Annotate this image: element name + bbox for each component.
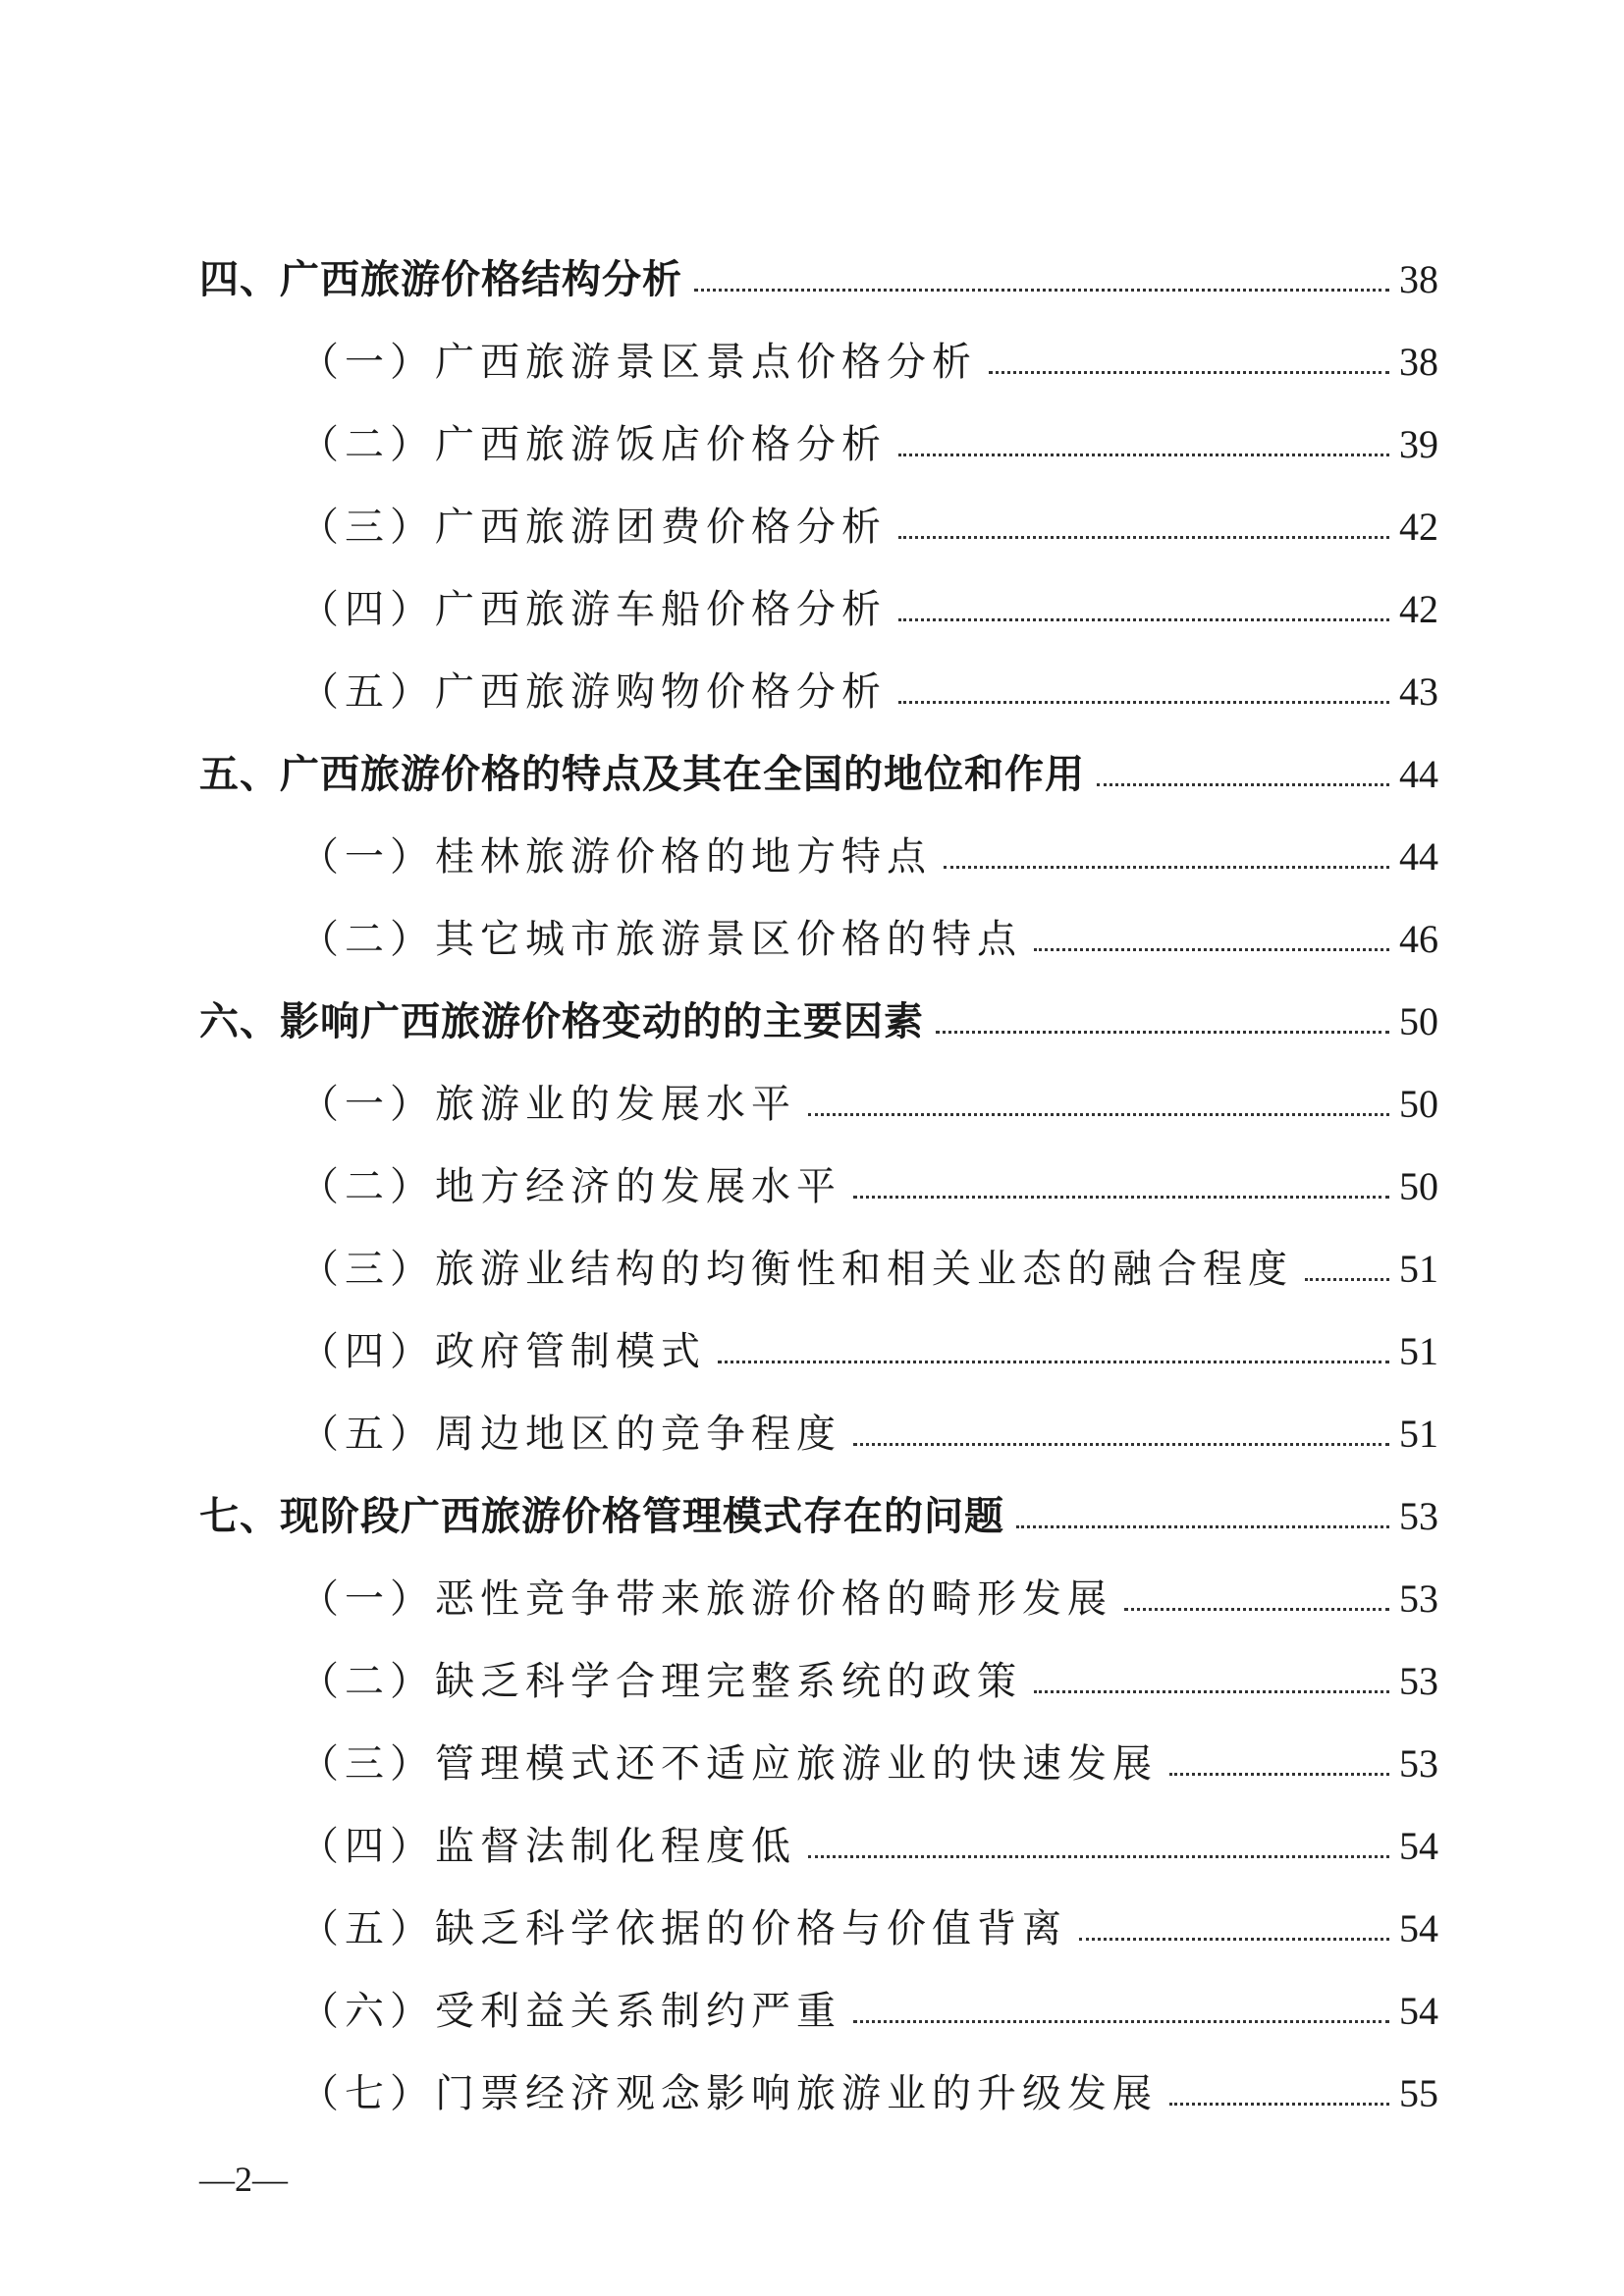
toc-entry-title: （四）监督法制化程度低 [299,1824,796,1869]
dot-leader [1169,2103,1389,2106]
toc-entry-title: （三）管理模式还不适应旅游业的快速发展 [299,1741,1158,1787]
toc-entry[interactable] [199,963,1438,1045]
dot-leader [808,1855,1389,1858]
dot-leader [1034,1690,1389,1693]
toc-entry-page: 50 [1399,1082,1438,1126]
toc-entry-page: 54 [1399,1989,1438,2033]
dot-leader [718,1361,1389,1363]
dot-leader [898,701,1389,704]
toc-entry-title: （三）广西旅游团费价格分析 [299,505,887,550]
toc-entry-title: （一）旅游业的发展水平 [299,1082,796,1127]
dot-leader [898,618,1389,621]
toc-entry-page: 51 [1399,1412,1438,1456]
toc-entry-title: （一）桂林旅游价格的地方特点 [299,834,932,880]
toc-entry-page: 53 [1399,1494,1438,1538]
toc-entry-page: 51 [1399,1329,1438,1373]
dot-leader [898,454,1389,456]
table-of-contents [199,221,1438,2117]
dot-leader [944,866,1389,869]
toc-entry[interactable] [199,881,1438,963]
toc-entry-page: 44 [1399,834,1438,879]
toc-entry-title: （二）地方经济的发展水平 [299,1164,841,1209]
toc-entry-title: 五、广西旅游价格的特点及其在全国的地位和作用 [199,752,1085,797]
toc-entry-page: 51 [1399,1247,1438,1291]
toc-entry-page: 43 [1399,669,1438,714]
dot-leader [898,536,1389,539]
dot-leader [694,289,1389,292]
toc-entry-title: 四、广西旅游价格结构分析 [199,257,682,302]
dot-leader [936,1031,1389,1034]
toc-entry[interactable] [199,1788,1438,1870]
dot-leader [1097,783,1389,786]
toc-entry-title: （七）门票经济观念影响旅游业的升级发展 [299,2071,1158,2116]
toc-entry-title: （五）广西旅游购物价格分析 [299,669,887,715]
toc-entry-title: （四）政府管制模式 [299,1329,706,1374]
dot-leader [1016,1525,1389,1528]
toc-entry-page: 54 [1399,1824,1438,1868]
toc-entry[interactable] [199,1293,1438,1375]
dot-leader [853,2020,1389,2023]
toc-entry-title: （二）广西旅游饭店价格分析 [299,422,887,467]
toc-entry[interactable] [199,386,1438,468]
toc-entry-title: （六）受利益关系制约严重 [299,1989,841,2034]
toc-entry[interactable] [199,798,1438,881]
toc-entry-title: （五）周边地区的竞争程度 [299,1412,841,1457]
dot-leader [1034,948,1389,951]
toc-entry-title: （三）旅游业结构的均衡性和相关业态的融合程度 [299,1247,1293,1292]
toc-entry[interactable] [199,2035,1438,2117]
toc-entry[interactable] [199,1870,1438,1952]
toc-entry-title: （五）缺乏科学依据的价格与价值背离 [299,1906,1067,1951]
toc-entry-title: （一）恶性竞争带来旅游价格的畸形发展 [299,1576,1112,1622]
toc-entry-page: 42 [1399,505,1438,549]
toc-entry[interactable] [199,221,1438,303]
page-number: —2— [199,2160,288,2199]
toc-entry-page: 54 [1399,1906,1438,1950]
dot-leader [1079,1938,1389,1941]
toc-entry[interactable] [199,1623,1438,1705]
toc-entry-title: 六、影响广西旅游价格变动的的主要因素 [199,999,924,1044]
toc-entry-page: 53 [1399,1576,1438,1621]
toc-entry[interactable] [199,716,1438,798]
toc-entry[interactable] [199,1128,1438,1210]
toc-entry-page: 39 [1399,422,1438,466]
toc-entry-page: 44 [1399,752,1438,796]
toc-entry-title: 七、现阶段广西旅游价格管理模式存在的问题 [199,1494,1004,1539]
toc-entry-page: 50 [1399,1164,1438,1208]
toc-entry[interactable] [199,1540,1438,1623]
toc-entry[interactable] [199,1045,1438,1128]
dot-leader [1305,1278,1389,1281]
toc-entry-page: 50 [1399,999,1438,1043]
toc-entry[interactable] [199,1210,1438,1293]
toc-entry[interactable] [199,303,1438,386]
toc-entry[interactable] [199,633,1438,716]
toc-entry-page: 38 [1399,257,1438,301]
toc-entry[interactable] [199,1952,1438,2035]
toc-entry-page: 46 [1399,917,1438,961]
toc-entry-title: （二）缺乏科学合理完整系统的政策 [299,1659,1022,1704]
dot-leader [989,371,1389,374]
toc-entry-page: 55 [1399,2071,1438,2115]
dot-leader [1124,1608,1389,1611]
toc-entry-page: 38 [1399,340,1438,384]
dot-leader [1169,1773,1389,1776]
dot-leader [853,1196,1389,1199]
toc-entry-title: （二）其它城市旅游景区价格的特点 [299,917,1022,962]
toc-entry[interactable] [199,468,1438,551]
toc-entry-title: （一）广西旅游景区景点价格分析 [299,340,977,385]
toc-entry-title: （四）广西旅游车船价格分析 [299,587,887,632]
dot-leader [808,1113,1389,1116]
toc-entry-page: 53 [1399,1741,1438,1786]
toc-entry[interactable] [199,551,1438,633]
toc-entry[interactable] [199,1458,1438,1540]
toc-entry[interactable] [199,1705,1438,1788]
toc-entry-page: 42 [1399,587,1438,631]
dot-leader [853,1443,1389,1446]
toc-entry-page: 53 [1399,1659,1438,1703]
toc-entry[interactable] [199,1375,1438,1458]
